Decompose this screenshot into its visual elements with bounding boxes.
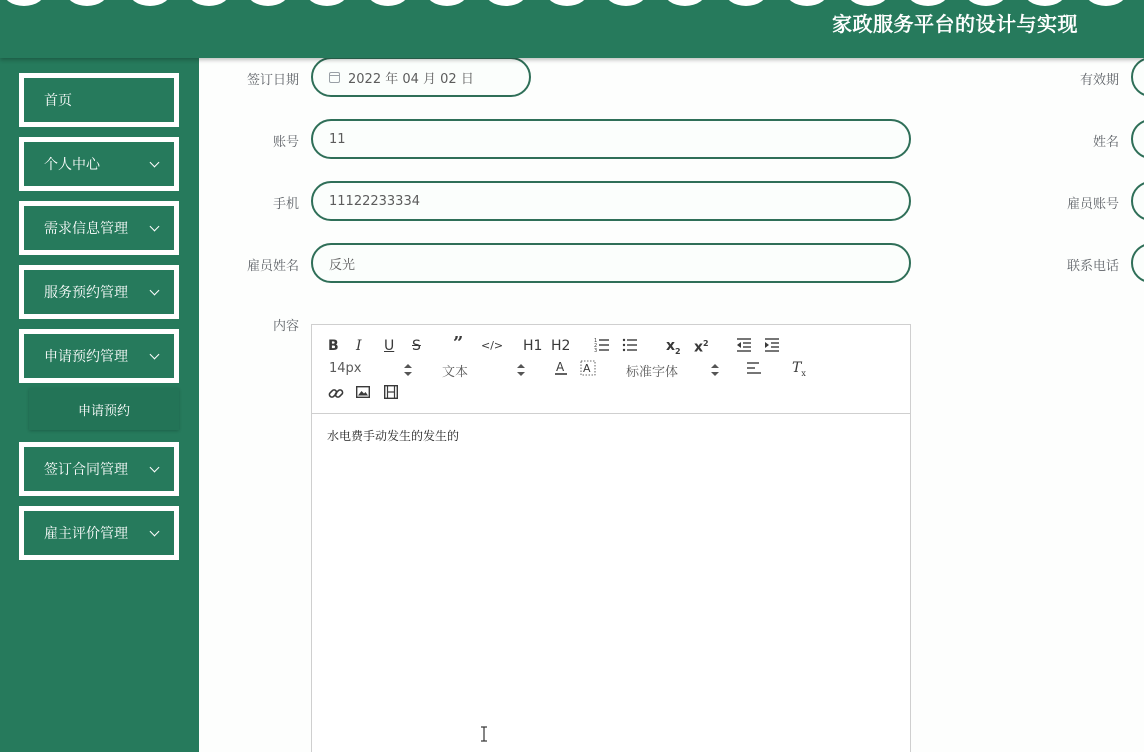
clear-format-icon[interactable]: $T_x$ bbox=[792, 360, 806, 378]
sign-date-value: 2022 年 04 月 02 日 bbox=[348, 71, 474, 87]
chevron-down-icon bbox=[150, 462, 160, 472]
chevron-down-icon bbox=[150, 285, 160, 295]
sidebar-item-label: 首页 bbox=[44, 93, 72, 109]
validity-label: 有效期 bbox=[1079, 73, 1119, 88]
rich-text-editor bbox=[311, 324, 911, 752]
sidebar-item-demand-info[interactable] bbox=[19, 201, 179, 255]
font-size-select[interactable] bbox=[329, 361, 362, 376]
bold-icon[interactable]: B bbox=[328, 338, 339, 354]
validity-field[interactable] bbox=[1131, 57, 1144, 97]
header-decoration bbox=[187, 0, 231, 6]
contact-phone-label: 联系电话 bbox=[1066, 259, 1119, 274]
sidebar bbox=[0, 58, 199, 752]
content-label: 内容 bbox=[272, 319, 299, 334]
text-cursor-icon bbox=[479, 726, 489, 742]
heading-2-icon[interactable] bbox=[551, 338, 570, 354]
top-header bbox=[0, 0, 1144, 58]
sidebar-item-label: 签订合同管理 bbox=[44, 462, 128, 478]
chevron-down-icon bbox=[150, 221, 160, 231]
subscript-icon[interactable]: $x_2$ bbox=[666, 338, 681, 356]
svg-text:1: 1 bbox=[594, 338, 598, 344]
header-decoration bbox=[663, 0, 707, 6]
svg-text:A: A bbox=[556, 360, 565, 374]
sidebar-item-contract[interactable] bbox=[19, 442, 179, 496]
image-icon[interactable] bbox=[356, 386, 370, 398]
link-icon[interactable] bbox=[328, 385, 344, 401]
svg-text:2: 2 bbox=[594, 343, 598, 349]
block-type-value: 文本 bbox=[442, 365, 469, 380]
header-decoration bbox=[964, 0, 1008, 6]
svg-text:A: A bbox=[583, 362, 591, 375]
sidebar-item-label: 个人中心 bbox=[44, 157, 100, 173]
font-family-select[interactable] bbox=[626, 361, 678, 380]
account-label: 账号 bbox=[272, 135, 299, 150]
sidebar-item-label: 需求信息管理 bbox=[44, 221, 128, 237]
employee-account-label: 雇员账号 bbox=[1066, 197, 1119, 212]
font-size-value: 14px bbox=[329, 361, 362, 376]
employee-name-label: 雇员姓名 bbox=[246, 259, 299, 274]
sidebar-item-apply-booking[interactable] bbox=[19, 329, 179, 383]
font-size-arrows-icon[interactable] bbox=[404, 364, 412, 376]
svg-text:3: 3 bbox=[594, 348, 598, 353]
calendar-icon bbox=[329, 72, 340, 83]
header-decoration bbox=[128, 0, 172, 6]
chevron-down-icon bbox=[150, 526, 160, 536]
italic-icon[interactable]: I bbox=[356, 338, 362, 354]
header-decoration bbox=[305, 0, 349, 6]
header-decoration bbox=[484, 0, 528, 6]
heading-1-icon[interactable] bbox=[523, 338, 542, 354]
contact-phone-field[interactable] bbox=[1131, 243, 1144, 283]
sidebar-item-personal-center[interactable] bbox=[19, 137, 179, 191]
block-type-select[interactable] bbox=[442, 361, 468, 380]
name-field[interactable] bbox=[1131, 119, 1144, 159]
name-label: 姓名 bbox=[1092, 135, 1119, 150]
heading-2-label: H2 bbox=[551, 338, 571, 354]
chevron-down-icon bbox=[150, 349, 160, 359]
header-decoration bbox=[246, 0, 290, 6]
underline-icon[interactable]: U bbox=[384, 338, 395, 354]
header-decoration bbox=[2, 0, 46, 6]
header-decoration bbox=[604, 0, 648, 6]
header-decoration bbox=[545, 0, 589, 6]
header-decoration bbox=[785, 0, 829, 6]
font-family-value: 标准字体 bbox=[626, 365, 679, 380]
header-decoration bbox=[906, 0, 950, 6]
code-block-icon[interactable]: </> bbox=[481, 339, 504, 352]
main-content bbox=[199, 58, 1144, 752]
employee-account-field[interactable] bbox=[1131, 181, 1144, 221]
account-value: 11 bbox=[329, 131, 346, 147]
font-family-arrows-icon[interactable] bbox=[711, 364, 719, 376]
sidebar-item-label: 申请预约管理 bbox=[44, 349, 128, 365]
header-decoration bbox=[65, 0, 109, 6]
blockquote-icon[interactable]: ” bbox=[453, 333, 464, 354]
background-color-icon[interactable] bbox=[580, 360, 596, 376]
sign-date-field[interactable] bbox=[311, 57, 531, 97]
superscript-icon[interactable]: $x^2$ bbox=[694, 339, 709, 356]
sidebar-item-employer-review[interactable] bbox=[19, 506, 179, 560]
strikethrough-icon[interactable]: S bbox=[412, 338, 421, 354]
font-color-icon[interactable] bbox=[554, 360, 568, 376]
sidebar-subitem-apply-booking[interactable]: 申请预约 bbox=[29, 388, 179, 430]
outdent-icon[interactable] bbox=[736, 337, 752, 353]
sign-date-label: 签订日期 bbox=[246, 73, 299, 88]
app-title: 家政服务平台的设计与实现 bbox=[832, 12, 1078, 36]
sidebar-item-label: 服务预约管理 bbox=[44, 285, 128, 301]
sidebar-item-label: 雇主评价管理 bbox=[44, 526, 128, 542]
align-icon[interactable] bbox=[746, 361, 762, 375]
chevron-down-icon bbox=[150, 157, 160, 167]
header-decoration bbox=[366, 0, 410, 6]
header-decoration bbox=[724, 0, 768, 6]
phone-field[interactable] bbox=[311, 181, 911, 221]
header-decoration bbox=[425, 0, 469, 6]
indent-icon[interactable] bbox=[764, 337, 780, 353]
ordered-list-icon[interactable] bbox=[594, 337, 610, 353]
employee-name-field[interactable] bbox=[311, 243, 911, 283]
block-type-arrows-icon[interactable] bbox=[517, 364, 525, 376]
editor-toolbar bbox=[312, 325, 910, 414]
header-decoration bbox=[1084, 0, 1128, 6]
header-decoration bbox=[1023, 0, 1067, 6]
sidebar-item-home[interactable] bbox=[19, 73, 179, 127]
bullet-list-icon[interactable] bbox=[622, 337, 638, 353]
employee-name-value: 反光 bbox=[329, 257, 356, 273]
phone-label: 手机 bbox=[272, 197, 299, 212]
account-field[interactable] bbox=[311, 119, 911, 159]
header-decoration bbox=[846, 0, 890, 6]
video-icon[interactable] bbox=[384, 385, 398, 399]
phone-value: 11122233334 bbox=[329, 193, 420, 209]
editor-content[interactable]: 水电费手动发生的发生的 bbox=[327, 429, 460, 443]
heading-1-label: H1 bbox=[523, 338, 543, 354]
sidebar-item-service-booking[interactable] bbox=[19, 265, 179, 319]
